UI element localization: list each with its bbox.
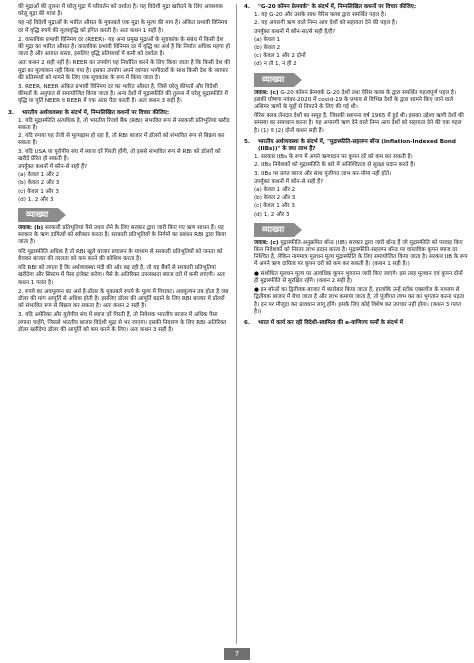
option-b: (b) केवल 2 और 3	[18, 180, 60, 187]
question-text: "G-20 कॉमन फ्रेमवर्क" के संदर्भ में, निम्नलिखित कथनों पर विचार कीजिए:	[258, 4, 417, 10]
answer-text: मुद्रास्फीति-अनुक्रमित बॉन्ड (IIB) सरकार द्वारा जारी बॉन्ड हैं जो मुद्रास्फीति को परवाह किए बिना निवेशकों को निरंतर लाभ प्रदान करता है। मुद्रास्फीति-सहलग्न बॉन्ड पर वास्तविक कूपन ब्याज दर निश्चित है, लेकिन नाममात्र मूलधन मूल्य मुद्रास्फीति के लिए समायोजित किया जाता है। सरकार IIB के रूप में अपने ऋण दायित्व पर कूपन दरों को कम कर सकती है। (कथन 1 सही है।)	[254, 239, 468, 268]
intro-paragraph: अतः कथन 2 सही नहीं है। REER का उपयोग यह निर्धारित करने के लिए किया जाता है कि किसी देश की मुद्रा का मूल्यांकन नहीं किया गया है। इसका उपयोग अपने व्यापार भागीदारों के साथ किसी देश के व्यापार की प्रतिस्पर्धा को मापने के लिए एक सूचकांक के रूप में किया जाता है।	[18, 60, 230, 81]
left-column	[8, 4, 230, 336]
answer-paragraph: यदि मुद्रास्फीति अधिक है तो RBI खुले बाजार प्रचालन के माध्यम से सरकारी प्रतिभूतियों को जनता को बेचकर बाजार की तरलता को कम करने की कोशिश करता है।	[18, 248, 223, 262]
question-4	[244, 4, 468, 11]
option-a: (a) केवल 1 और 2	[18, 172, 60, 179]
option-c: (c) केवल 1 और 3	[18, 188, 59, 195]
answer-paragraph	[254, 90, 468, 112]
answer-paragraph: 2. रुपये का अवमूल्यन का अर्थ है-डॉलर के मुकाबले रुपये के मूल्य में गिरावट। अवमूल्यन तब होता है जब डॉलर की मांग आपूर्ति से अधिक होती है। इसलिए डॉलर की आपूर्ति बढ़ाने के लिए RBI बाजार में डॉलरों को संभावित रूप से बिक्रय कर सकता है। अतः कथन 2 सही है।	[18, 288, 229, 310]
option-a: (a) केवल 1 और 2	[254, 187, 296, 194]
right-column	[244, 4, 468, 327]
answer-label: जवाब: (b)	[18, 225, 44, 232]
explanation-badge: व्याख्या	[254, 223, 294, 237]
intro-paragraph: 2. वास्तविक प्रभावी विनिमय दर (REER)- यह अन्य प्रमुख मुद्राओं के सूचकांक के संबंध में किसी देश की मुद्रा का भारित औसत है। वास्तविक प्रभावी विनिमय दर में वृद्धि का अर्थ है कि निर्यात अधिक महंगा हो जाता है और आयात सस्ता, इसलिए वृद्धि प्रतिस्पर्धा में कमी को दर्शाता है।	[18, 36, 230, 58]
column-divider	[236, 4, 237, 644]
statement: 3. IIBs पर प्राप्त ब्याज और साथ पूंजीगत लाभ कर-योग्य नहीं होते।	[254, 170, 392, 177]
answer-label: जवाब: (c)	[254, 89, 279, 96]
question-prompt: उपर्युक्त कथनों में कौन-सा/से सही है/हैं?	[254, 28, 336, 35]
answer-text: सरकारी प्रतिभूतियां पैसे उधार लेने के लिए सरकार द्वारा जारी किए गए ऋण साधन हैं। यह सरकार के ऋण दायित्वों को स्वीकार करता है। सरकारी प्रतिभूतियों के निर्गमों का प्रबंधन RBI द्वारा किया जाता है।	[18, 225, 226, 246]
answer-paragraph	[254, 240, 468, 269]
question-text: भारतीय अर्थव्यवस्था के संदर्भ में, निम्नलिखित कथनों पर विचार कीजिए:	[22, 109, 170, 116]
question-text: भारत में कार्य कर रही विदेशी-स्वामित्व की e-वाणिज्य फर्मों के संदर्भ में	[258, 319, 403, 326]
answer-paragraph	[18, 225, 230, 247]
answer-paragraph: पेरिस क्लब लेनदार देशों का समूह है, जिसकी स्थापना वर्ष 1965 में हुई थी। इसका उद्देश्य ऋणी देशों की समस्या का समाधान करना है। यह अपारगी ऋण देने वाले निम्न आय देशों को सहायता देने की एक पहल है। (1) व (2) दोनों कथन सही हैं।	[254, 113, 464, 134]
question-text: भारतीय अर्थव्यवस्था के संदर्भ में, "मुद्रास्फीति-सहलग्न बॉन्ड (Inflation-Indexed Bond (IIBs))" के क्या लाभ हैं?	[258, 138, 456, 153]
question-number: 6.	[244, 319, 251, 326]
question-3	[8, 110, 230, 117]
question-number: 3.	[8, 109, 15, 116]
option-d: (d) 1, 2 और 3	[254, 211, 290, 218]
option-a: (a) केवल 1	[254, 36, 281, 43]
statement: 1. यह G-20 और उसके साथ पेरिस क्लब द्वारा समर्थित पहल है।	[254, 12, 387, 19]
intro-paragraph: की मुद्राओं की तुलना में घरेलू मुद्रा में परिवर्तन को दर्शाता है। यह विदेशी मुद्रा खरीदने के लिए आवश्यक घरेलू मुद्रा की मात्रा है।	[18, 4, 223, 18]
option-c: (c) केवल 1 और 3	[254, 203, 295, 210]
question-number: 5.	[244, 138, 251, 145]
answer-paragraph: यदि RBI को लगता है कि अर्थव्यवस्था मंदी की ओर बढ़ रही है, तो यह बैंकों से सरकारी प्रतिभूतियां खरीदेगा और सिस्टम में पैसा इंजेक्ट करेगा। पैसे के अतिरिक्त उपलब्धता ब्याज दरों में कमी लाएगी। अतः कथन 1 गलत है।	[18, 265, 226, 286]
answer-text: G-20 कॉमन फ्रेमवर्क G-20 देशों तथा पेरिस क्लब के द्वारा समर्थित महत्वपूर्ण पहल है। इसकी घोषणा नवंबर-2020 में covid-19 के प्रभाव से विभिन्न देशों के द्वारा सामने किए जाने वाले असिमर ऋणों के मुद्दों से निपटने के लिए की गई थी।	[254, 89, 456, 111]
answer-paragraph: ● इन बॉन्डों का द्वितीयक बाजार में कारोबार किया जाता है, हालांकि उन्हें स्टॉक एक्सचेंज के माध्यम से द्वितीयक बाजार में बेचा जाता है और लाभ कमाया जाता है, तो पूंजीगत लाभ कर का भुगतान करना पड़ता है। इन पर मौजूदा कर प्रावधान लागू होंगे। इसके लिए कोई विशेष कर उपचार नहीं होगा। (कथन 3 गलत है।)	[254, 287, 465, 315]
statement: 2. यदि रुपया यह तेजी से मूल्यह्रास हो रहा है, तो RBI बाजार में डॉलरों को संभावित रूप से बिक्रय कर सकता है।	[18, 133, 225, 147]
statement: 3. यदि USA या यूरोपीय संघ में ब्याज दरें गिरती होंगी, तो इससे संभावित रूप से RBI को डॉलरों को खरीदे प्रेरित हो सकती है।	[18, 148, 221, 162]
page-number: 7	[224, 648, 250, 660]
question-6	[244, 320, 468, 327]
intro-paragraph: यह नई विदेशी मुद्राओं के भारित औसत के मुकाबले एक मुद्रा के मूल्य की माप है। अंकित प्रभावी विनिमय दर में वृद्धि रुपये की मूल्यवृद्धि को इंगित करती है। अतः कथन 1 सही है।	[18, 20, 228, 34]
answer-paragraph: 3. यदि अमेरिका और यूरोपीय संघ में ब्याज दरें गिरती हैं, तो निवेशक भारतीय बाजार में अधिक पैसा लगाना चाहेंगे, जिससे भारतीय बाजार विदेशी मुद्रा से भर जाएगा। इसकी निवारण के लिए RBI अतिरिक्त डॉलर खरीदेगा डॉलर की आपूर्ति को कम करने के लिए। अतः कथन 3 सही है।	[18, 312, 227, 333]
answer-paragraph: ● संशोधित मूलधन मूल्य पर आवधिक कूपन भुगतान जारी किए जाएंगे। इस तरह मूलधन एवं कूपन दोनों ही मुद्रास्फीति से सुरक्षित रहेंगे। (कथन 2 सही है)	[254, 270, 463, 284]
statement: 1. सरकार IIBs के रूप में अपने ऋणादान पर कूपन दरें को कम कर सकती है।	[254, 154, 413, 161]
question-prompt: उपर्युक्त कथनों में कौन-से सही हैं?	[18, 164, 88, 171]
explanation-badge: व्याख्या	[254, 73, 294, 87]
option-d: (d) 1, 2 और 3	[18, 196, 54, 203]
question-prompt: उपर्युक्त कथनों में कौन-से सही हैं?	[254, 178, 324, 185]
option-b: (b) केवल 2	[254, 45, 281, 52]
statement: 1. यदि मुद्रास्फीति अत्यधिक है, तो भारतीय रिजर्व बैंक (RBI) संभावित रूप से सरकारी प्रतिभूतियां खरीद सकता है।	[18, 117, 230, 132]
option-b: (b) केवल 2 और 3	[254, 195, 296, 202]
statement: 2. IIBs निवेशकों को मुद्रास्फीति के बारे में अनिश्चितता से सुरक्षा प्रदान करते हैं।	[254, 162, 416, 169]
explanation-badge: व्याख्या	[18, 208, 58, 222]
option-c: (c) केवल 1 और 2 दोनों	[254, 53, 306, 60]
question-number: 4.	[244, 4, 251, 10]
question-5	[244, 139, 468, 153]
statement: 2. यह अपारगी ऋण वाले निम्न आय देशों को सहायता देने की पहल है।	[254, 20, 398, 27]
intro-paragraph: 3. REER, NEER अंकित प्रभावी विनिमय दर का भारित औसत है, जिसे घरेलू कीमतों और विदेशी कीमतों के अनुपात से समायोजित किया जाता है। अन्य देशों में मुद्रास्फीति की तुलना में घरेलू मुद्रास्फीति में वृद्धि या पूर्ति NEER व REER में एक अंतर पैदा करती है। अतः कथन 3 सही है।	[18, 84, 228, 105]
answer-label: जवाब: (c)	[254, 239, 279, 246]
option-d: (d) न तो 1, न ही 2	[254, 61, 297, 68]
